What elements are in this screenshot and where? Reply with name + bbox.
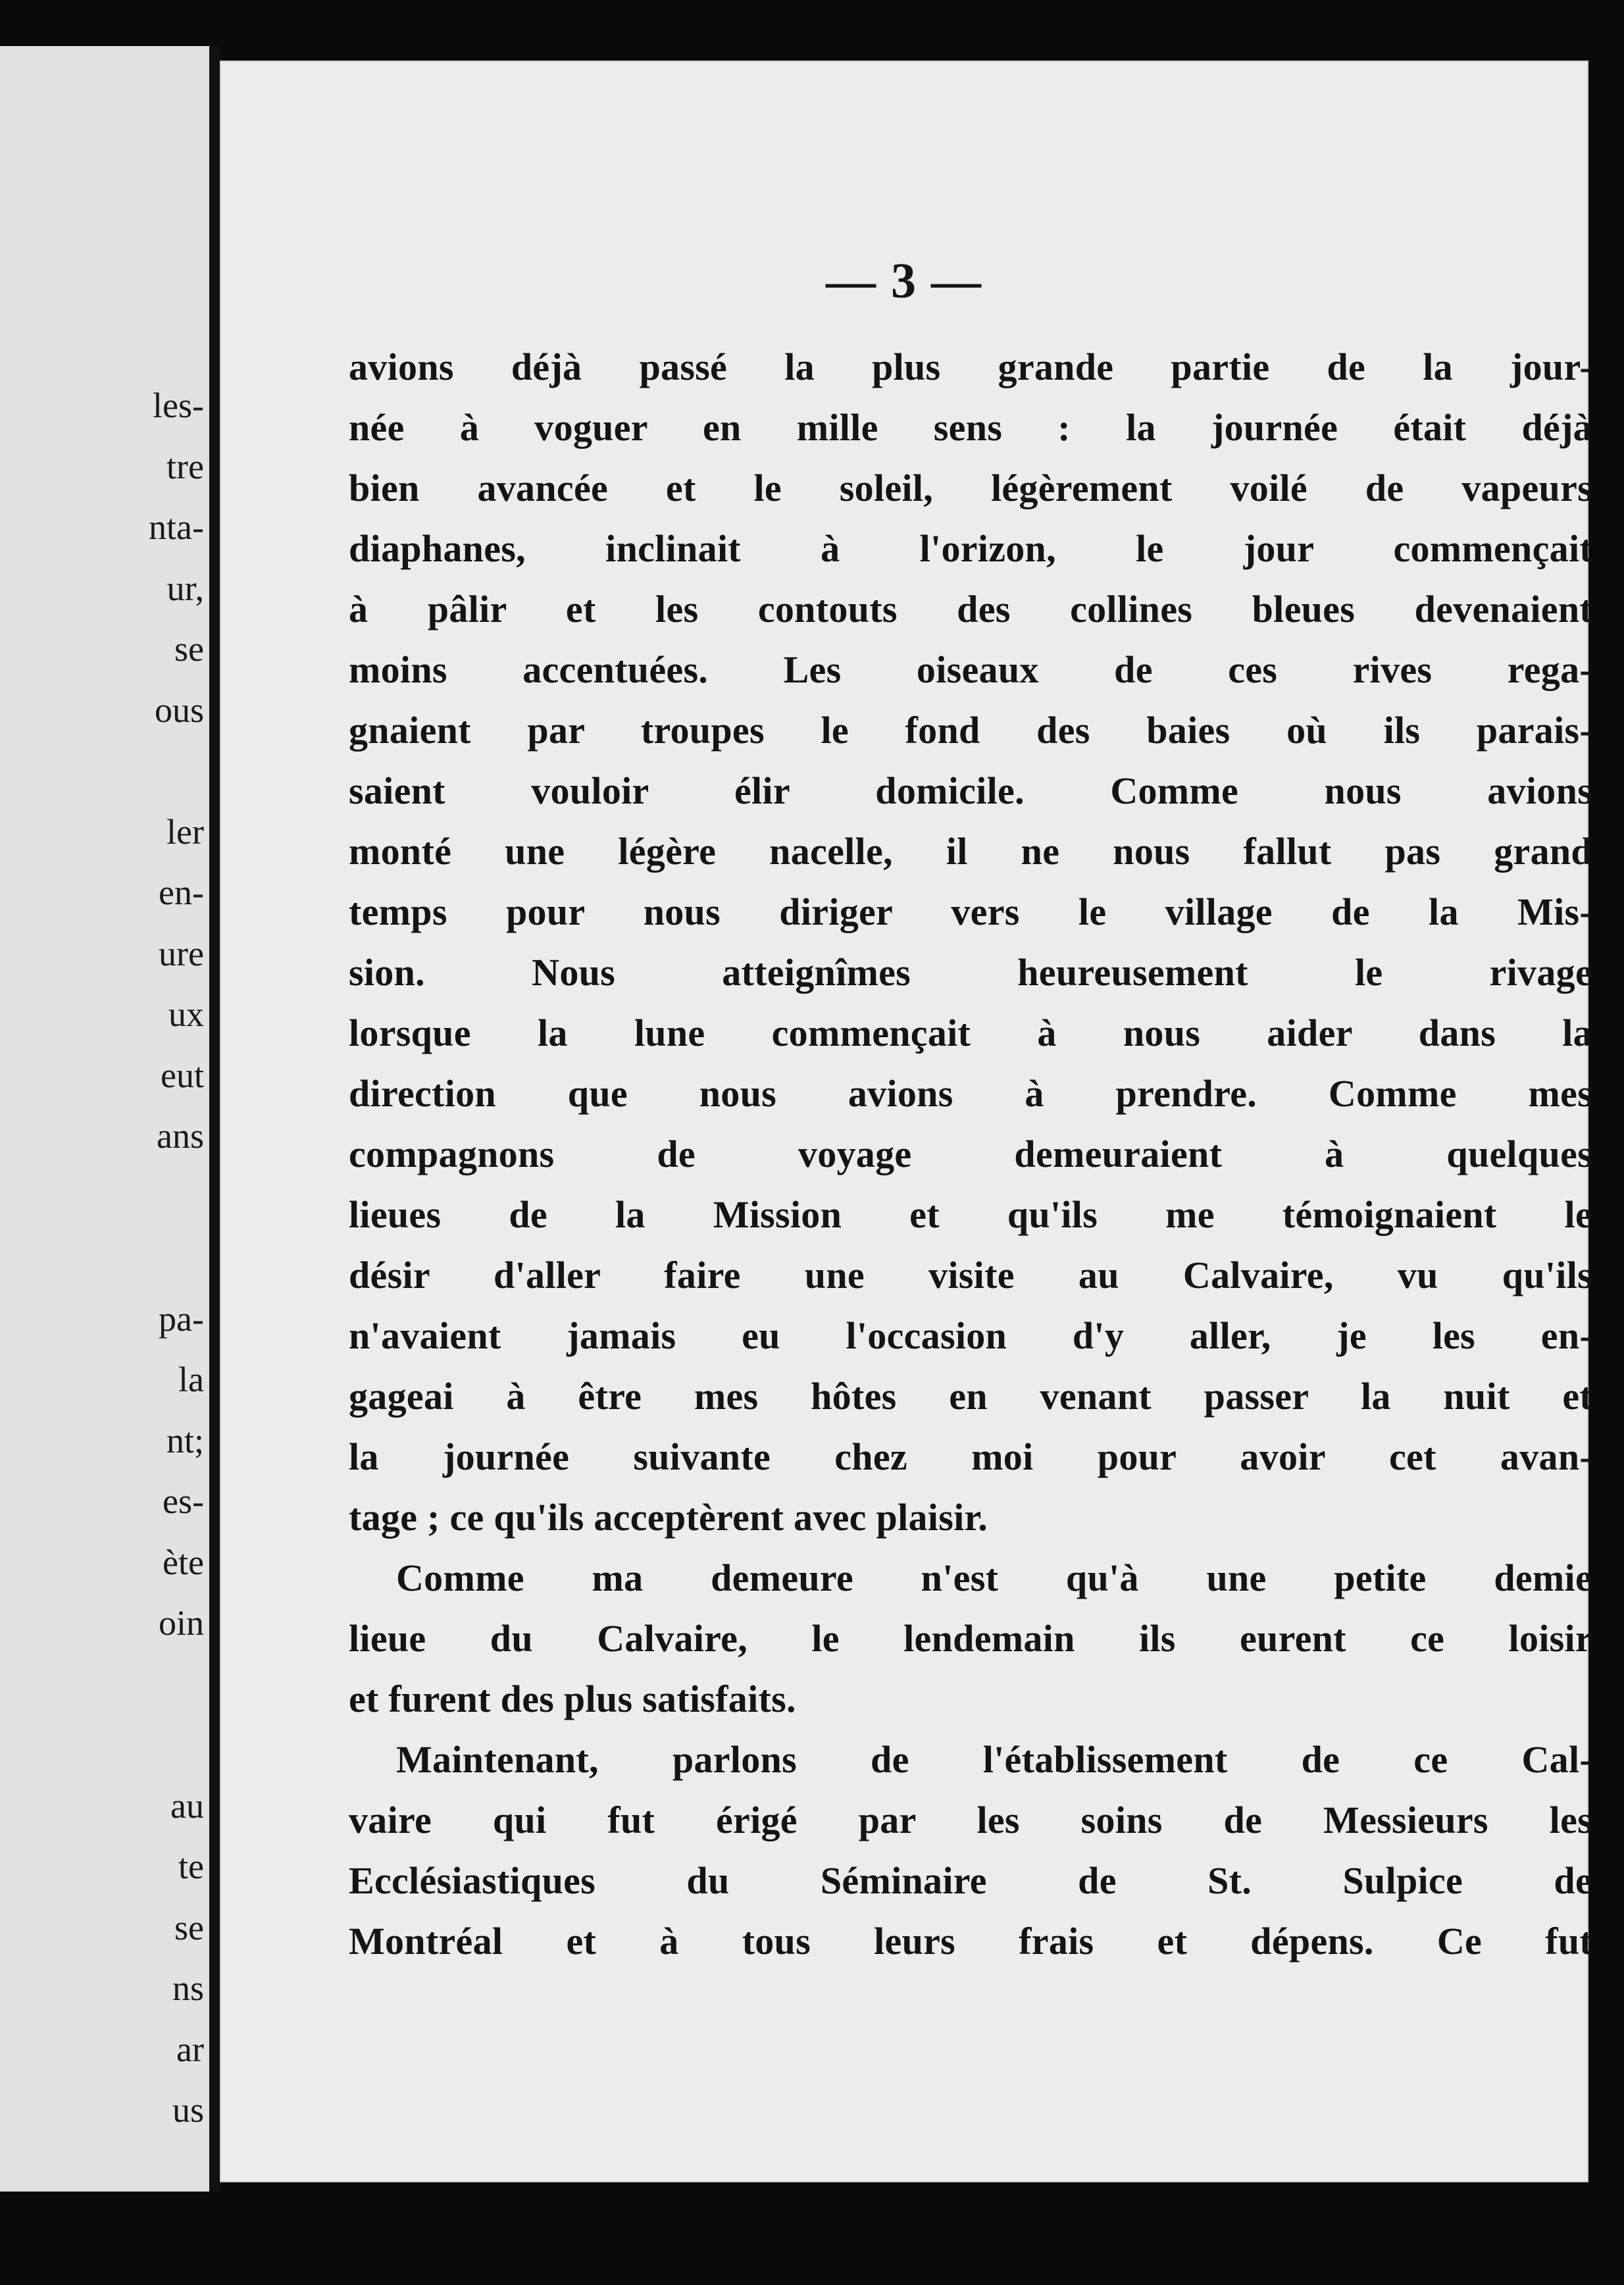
page-number: — 3 — — [826, 253, 982, 309]
text-line: direction que nous avions à prendre. Comme mes — [349, 1072, 1592, 1115]
fragment-line: nta- — [149, 507, 204, 547]
text-line: diaphanes, inclinait à l'orizon, le jour commençait — [349, 527, 1592, 570]
fragment-line: ns — [172, 1968, 204, 2008]
text-line: Comme ma demeure n'est qu'à une petite demie — [396, 1556, 1592, 1599]
fragment-line — [72, 1714, 204, 1776]
fragment-line: us — [172, 2090, 204, 2130]
text-line: temps pour nous diriger vers le village de la Mis- — [349, 890, 1592, 933]
fragment-line: eut — [161, 1055, 204, 1095]
text-line: Maintenant, parlons de l'établissement de ce Cal- — [396, 1738, 1592, 1781]
fragment-line: es- — [163, 1481, 204, 1521]
fragment-line: en- — [159, 873, 204, 912]
fragment-line: ux — [168, 994, 204, 1034]
text-line: monté une légère nacelle, il ne nous fallut pas grand — [349, 830, 1592, 873]
text-line: n'avaient jamais eu l'occasion d'y aller, je les en- — [349, 1314, 1592, 1357]
text-line: et furent des plus satisfaits. — [349, 1678, 796, 1720]
text-line: tage ; ce qu'ils acceptèrent avec plaisir. — [349, 1496, 988, 1539]
fragment-line: te — [178, 1847, 204, 1886]
fragment-line: ar — [176, 2029, 204, 2069]
text-line: lorsque la lune commençait à nous aider dans la — [349, 1012, 1592, 1054]
text-line: bien avancée et le soleil, légèrement voilé de vapeurs — [349, 467, 1592, 509]
fragment-line — [72, 1167, 204, 1228]
text-line: avions déjà passé la plus grande partie de la jour- — [349, 346, 1592, 388]
fragment-line: ur, — [166, 568, 204, 608]
fragment-line: nt; — [166, 1420, 204, 1460]
fragment-line: la — [178, 1360, 204, 1399]
fragment-line: se — [174, 629, 204, 669]
text-line: désir d'aller faire une visite au Calvaire, vu qu'ils — [349, 1254, 1592, 1297]
book-page — [220, 61, 1592, 2182]
previous-page-fragment — [0, 46, 209, 2192]
text-line: lieues de la Mission et qu'ils me témoignaient le — [349, 1193, 1592, 1236]
fragment-line: se — [174, 1907, 204, 1947]
text-line: lieue du Calvaire, le lendemain ils eurent ce loisir — [349, 1617, 1592, 1660]
text-line: saient vouloir élir domicile. Comme nous avions — [349, 769, 1592, 812]
book-spine — [209, 46, 220, 2192]
page-body-text — [349, 337, 1592, 1972]
text-line: moins accentuées. Les oiseaux de ces rives rega- — [349, 648, 1592, 691]
fragment-line: ans — [157, 1116, 204, 1156]
fragment-line: oin — [158, 1603, 204, 1643]
text-line: compagnons de voyage demeuraient à quelques — [349, 1133, 1592, 1175]
text-line: sion. Nous atteignîmes heureusement le rivage — [349, 951, 1592, 994]
fragment-line — [72, 740, 204, 802]
fragment-line: ète — [163, 1542, 204, 1582]
text-line: née à voguer en mille sens : la journée était déjà — [349, 406, 1592, 449]
text-line: à pâlir et les contouts des collines bleues devenaient — [349, 588, 1592, 630]
fragment-line: les- — [153, 386, 204, 425]
fragment-line: ous — [154, 690, 204, 730]
fragment-line: au — [170, 1785, 204, 1826]
text-line: la journée suivante chez moi pour avoir cet avan- — [349, 1435, 1592, 1478]
fragment-line: tre — [166, 446, 204, 486]
fragment-line: pa- — [159, 1298, 204, 1339]
text-line: vaire qui fut érigé par les soins de Messieurs les — [349, 1799, 1592, 1841]
previous-page-text — [72, 375, 204, 2141]
fragment-line: ure — [159, 933, 204, 973]
text-line: Montréal et à tous leurs frais et dépens. Ce fut — [349, 1920, 1592, 1963]
text-line: gageai à être mes hôtes en venant passer la nuit et — [349, 1375, 1592, 1418]
fragment-line: ler — [166, 811, 204, 852]
text-line: gnaient par troupes le fond des baies où ils parais- — [349, 709, 1592, 752]
fragment-line — [72, 1227, 204, 1289]
fragment-line — [72, 1654, 204, 1715]
text-line: Ecclésiastiques du Séminaire de St. Sulpice de — [349, 1859, 1592, 1902]
